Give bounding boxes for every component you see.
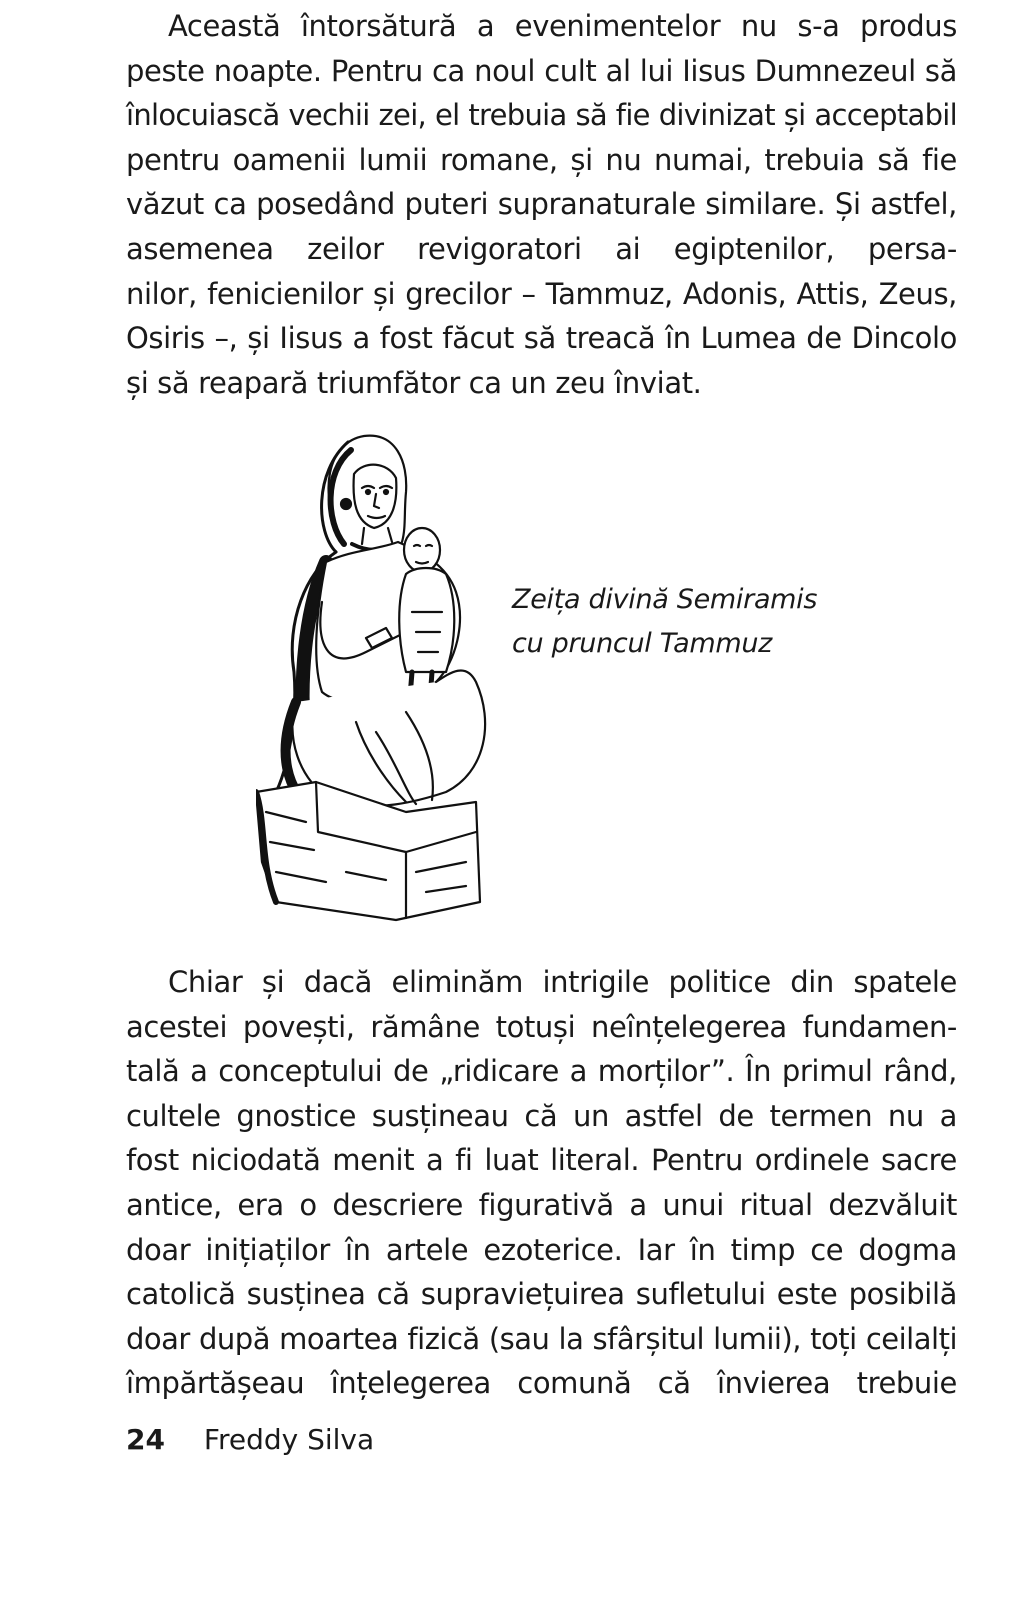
- paragraph-line: catolică susținea că supraviețuirea sufletului este posibilă: [126, 1277, 957, 1312]
- paragraph-line: acestei povești, rămâne totuși neînțelegerea fundamen-: [126, 1009, 957, 1044]
- paragraph-line: pentru oamenii lumii romane, și nu numai, trebuia să fie: [126, 142, 957, 177]
- paragraph-line: fost niciodată menit a fi luat literal. Pentru ordinele sacre: [126, 1143, 957, 1178]
- caption-line: cu pruncul Tammuz: [512, 628, 773, 659]
- paragraph-line: înlocuiască vechii zei, el trebuia să fie divinizat și acceptabil: [126, 98, 957, 133]
- paragraph-line: Osiris –, și Iisus a fost făcut să treacă în Lumea de Dincolo: [126, 321, 957, 356]
- paragraph-line: cultele gnostice susțineau că un astfel de termen nu a: [126, 1098, 957, 1133]
- paragraph-line: văzut ca posedând puteri supranaturale similare. Și astfel,: [126, 187, 957, 222]
- paragraph-line: nilor, fenicienilor și grecilor – Tammuz, Adonis, Attis, Zeus,: [126, 276, 957, 311]
- paragraph-2: [126, 960, 957, 1406]
- paragraph-line: doar după moartea fizică (sau la sfârșitul lumii), toți ceilalți: [126, 1321, 957, 1356]
- paragraph-line: Chiar și dacă eliminăm intrigile politice din spatele: [168, 965, 957, 999]
- figure-caption: [512, 578, 817, 666]
- paragraph-line: tală a conceptului de „ridicare a morților”. În primul rând,: [126, 1054, 957, 1089]
- paragraph-1: [126, 4, 957, 405]
- page-footer: [126, 1420, 374, 1460]
- paragraph-line: peste noapte. Pentru ca noul cult al lui Iisus Dumnezeul să: [126, 53, 957, 88]
- paragraph-line: împărtășeau înțelegerea comună că învierea trebuie: [126, 1366, 957, 1401]
- paragraph-line: antice, era o descriere figurativă a unui ritual dezvăluit: [126, 1187, 957, 1222]
- caption-line: Zeița divină Semiramis: [512, 584, 818, 615]
- paragraph-line: asemenea zeilor revigoratori ai egiptenilor, persa-: [126, 231, 957, 266]
- statue-drawing: [256, 432, 496, 922]
- paragraph-line: și să reapară triumfător ca un zeu înviat.: [126, 365, 702, 400]
- page-number: 24: [126, 1423, 165, 1456]
- paragraph-line: doar inițiaților în artele ezoterice. Iar în timp ce dogma: [126, 1232, 957, 1267]
- semiramis-illustration: [256, 432, 496, 922]
- paragraph-line: Această întorsătură a evenimentelor nu s-a produs: [168, 9, 957, 43]
- author-name: Freddy Silva: [203, 1423, 375, 1456]
